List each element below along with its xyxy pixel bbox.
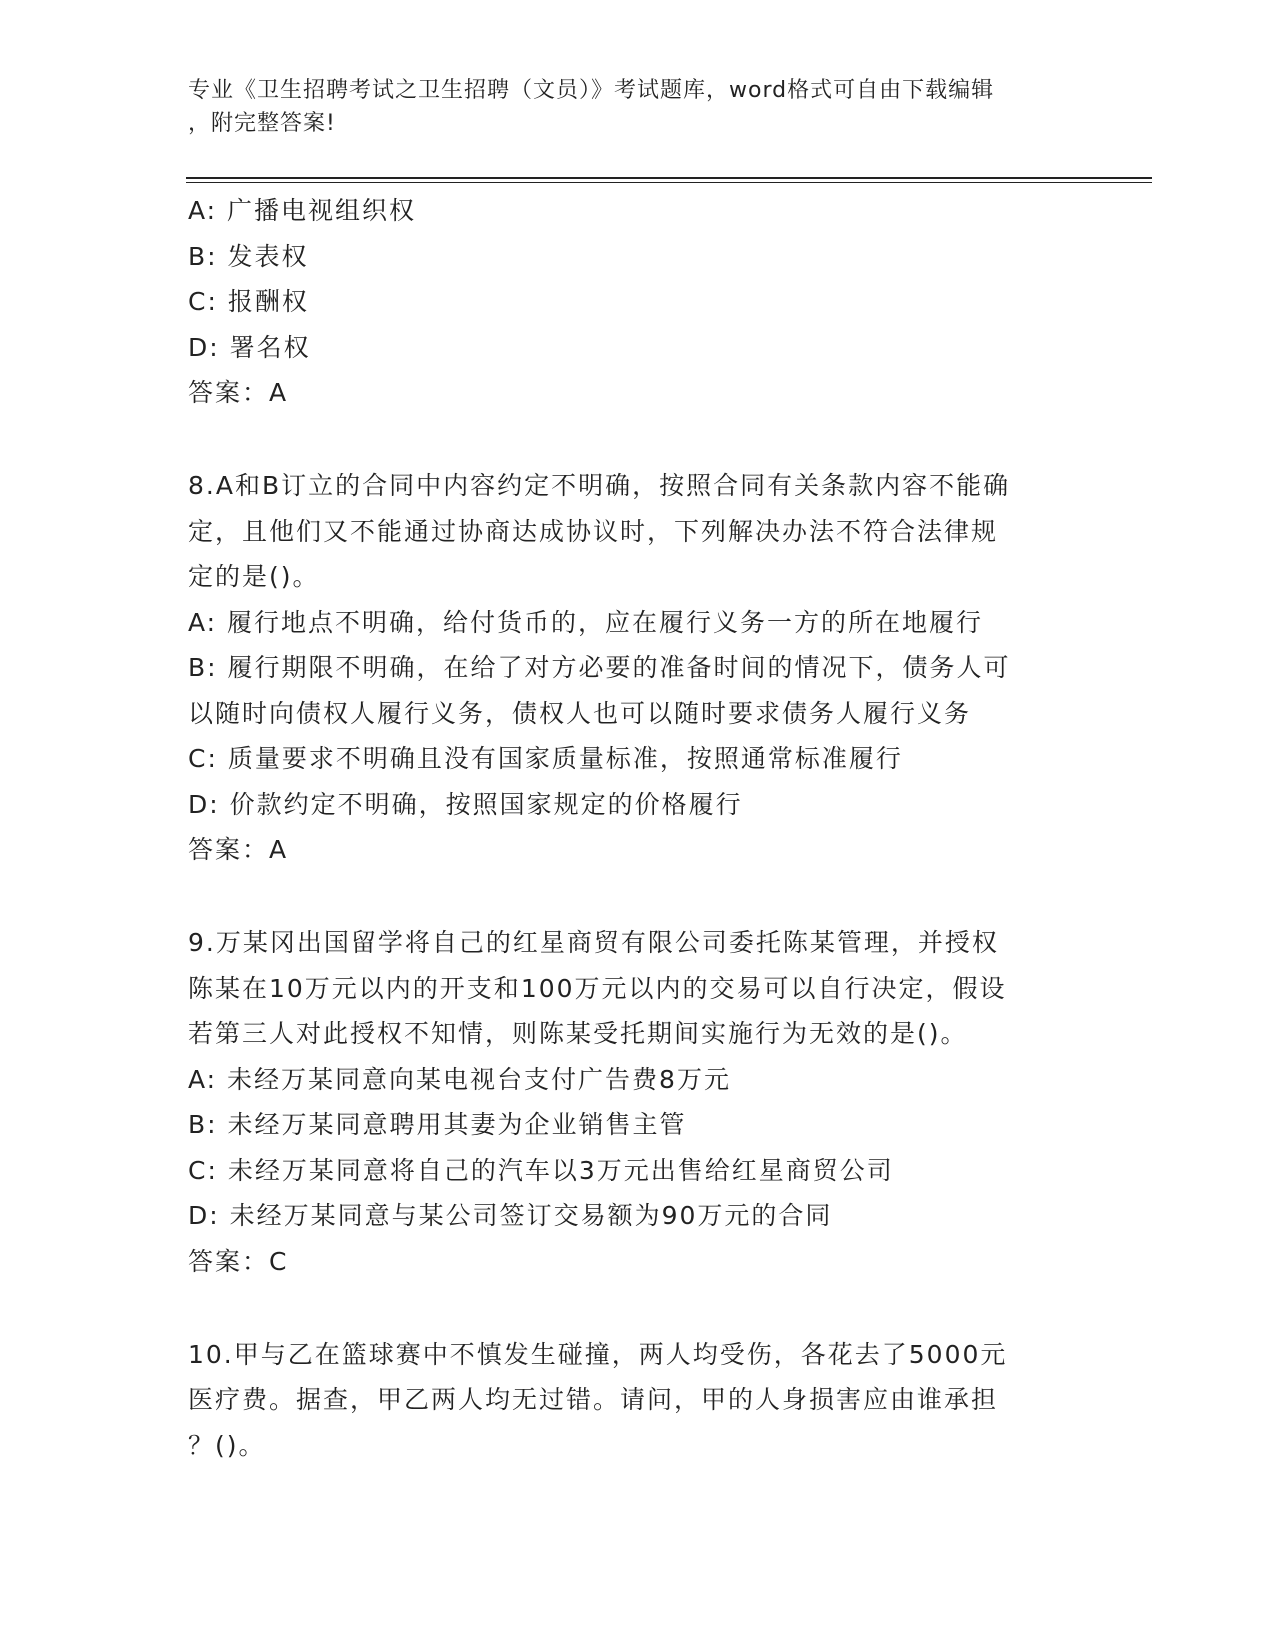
option-c: C: 报酬权 — [188, 287, 309, 316]
header-rule-thick — [186, 177, 1152, 179]
question-10 — [188, 1332, 1088, 1469]
question-9 — [188, 920, 1088, 1284]
option-c: C: 质量要求不明确且没有国家质量标准，按照通常标准履行 — [188, 744, 903, 773]
answer-8: 答案：A — [188, 835, 289, 864]
answer-9: 答案：C — [188, 1246, 289, 1276]
header-line-1: 专业《卫生招聘考试之卫生招聘（文员）》考试题库，word格式可自由下载编辑 — [188, 78, 995, 103]
question-9-stem-line: 9.万某冈出国留学将自己的红星商贸有限公司委托陈某管理，并授权 — [188, 928, 999, 957]
option-b: B: 履行期限不明确，在给了对方必要的准备时间的情况下，债务人可 — [188, 653, 1011, 682]
question-8 — [188, 463, 1088, 873]
question-7-options — [188, 188, 1088, 416]
option-c: C: 未经万某同意将自己的汽车以3万元出售给红星商贸公司 — [188, 1155, 894, 1185]
option-a: A: 履行地点不明确，给付货币的，应在履行义务一方的所在地履行 — [188, 607, 984, 637]
question-9-stem-line: 陈某在10万元以内的开支和100万元以内的交易可以自行决定，假设 — [188, 973, 1007, 1003]
option-d: D: 署名权 — [188, 332, 311, 362]
answer-7: 答案：A — [188, 378, 289, 407]
question-10-stem-line: 10.甲与乙在篮球赛中不慎发生碰撞，两人均受伤，各花去了5000元 — [188, 1339, 1008, 1369]
option-b-continued: 以随时向债权人履行义务，债权人也可以随时要求债务人履行义务 — [188, 698, 972, 728]
question-content — [188, 188, 1088, 1468]
header-rule-thin — [186, 182, 1152, 183]
question-8-stem-line: 8.A和B订立的合同中内容约定不明确，按照合同有关条款内容不能确 — [188, 471, 1011, 500]
option-d: D: 未经万某同意与某公司签订交易额为90万元的合同 — [188, 1201, 833, 1230]
question-9-stem-line: 若第三人对此授权不知情，则陈某受托期间实施行为无效的是()。 — [188, 1019, 968, 1048]
page-header — [188, 74, 1068, 140]
option-b: B: 发表权 — [188, 241, 309, 271]
question-8-stem-line: 定的是()。 — [188, 562, 320, 591]
question-8-stem-line: 定，且他们又不能通过协商达成协议时，下列解决办法不符合法律规 — [188, 516, 999, 546]
option-a: A: 广播电视组织权 — [188, 196, 417, 225]
option-b: B: 未经万某同意聘用其妻为企业销售主管 — [188, 1110, 687, 1139]
question-10-stem-line: 医疗费。据查，甲乙两人均无过错。请问，甲的人身损害应由谁承担 — [188, 1385, 999, 1414]
header-line-2: ，附完整答案! — [188, 111, 336, 136]
option-d: D: 价款约定不明确，按照国家规定的价格履行 — [188, 789, 743, 819]
option-a: A: 未经万某同意向某电视台支付广告费8万元 — [188, 1064, 731, 1094]
question-10-stem-line: ？()。 — [188, 1430, 266, 1460]
